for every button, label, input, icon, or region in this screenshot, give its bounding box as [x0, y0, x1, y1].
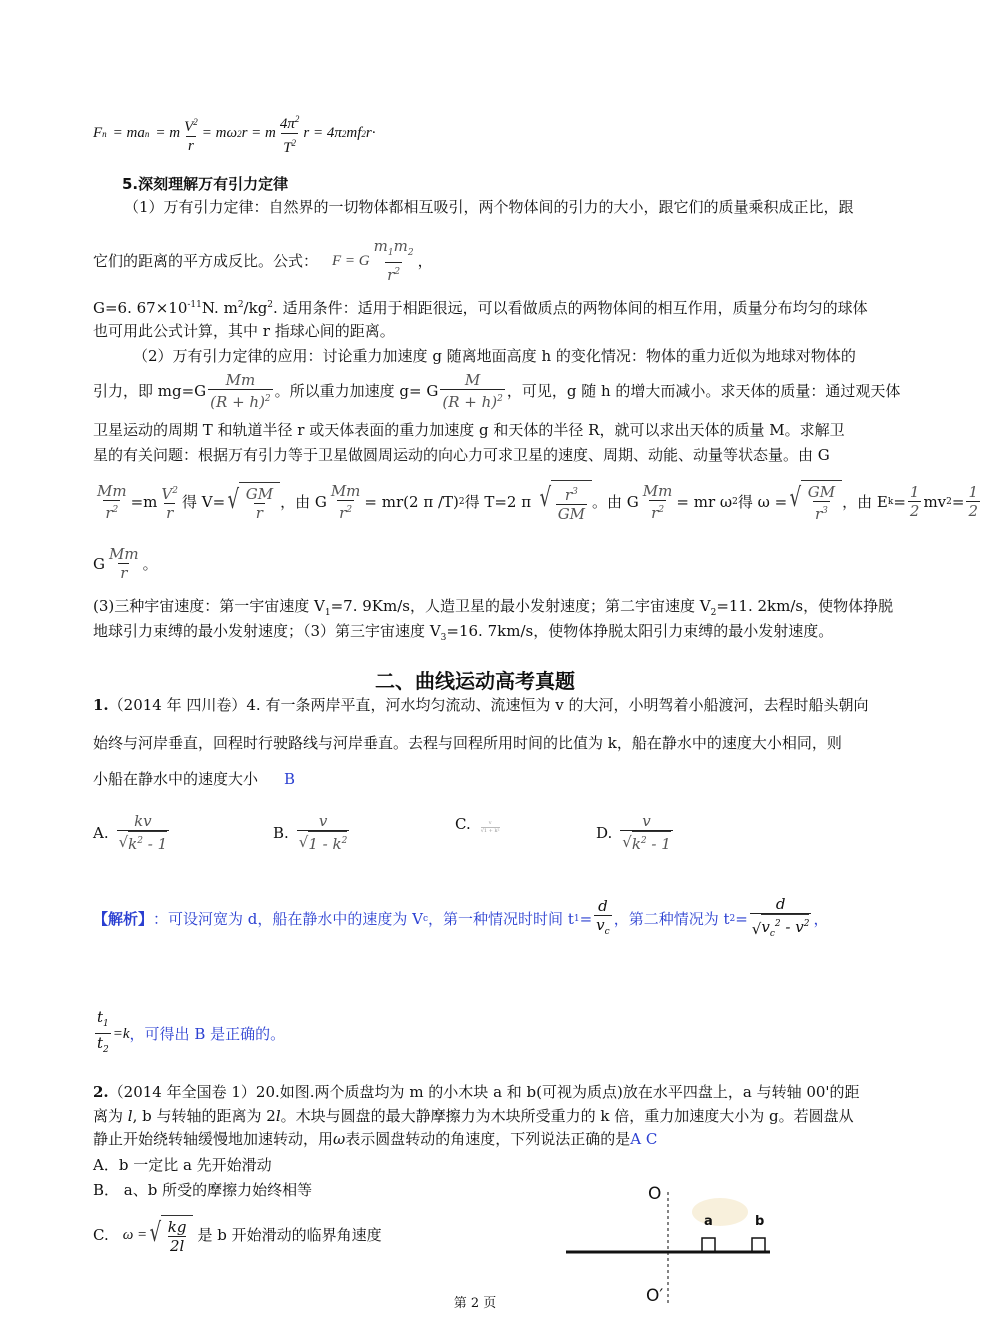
p3-sub: 2 — [710, 608, 717, 618]
frac-sub: c — [604, 927, 610, 937]
solution-eq: =k — [112, 1025, 130, 1042]
q2-l: l — [275, 1107, 281, 1125]
formula-comma: ， — [417, 251, 433, 270]
solution-text: ，可得出 B 是正确的。 — [129, 1024, 286, 1043]
q2-text: 静止开始绕转轴缓慢地加速转动，用 — [93, 1130, 334, 1148]
formula-sup: 2 — [361, 128, 366, 139]
cosmic-velocity-line1 — [93, 596, 893, 623]
solution-text: ， — [813, 910, 829, 928]
fraction-Mm-r2 — [641, 482, 675, 522]
q2-text: （2014 年全国卷 1）20.如图.两个质盘均为 m 的小木块 a 和 b(可视为质点)放在水平四盘上，a 与转轴 00'的距 — [108, 1083, 860, 1101]
frac-sup: 2 — [264, 394, 271, 404]
p2-text-b: 。所以重力加速度 g= G — [274, 382, 439, 400]
row-sub: k — [887, 496, 894, 507]
axis-label-O-prime: O′ — [646, 1286, 664, 1306]
section2-title: 二、曲线运动高考真题 — [375, 669, 575, 693]
row-text: =m — [130, 492, 158, 511]
frac-den: k — [128, 835, 138, 853]
g-constant-line — [93, 295, 868, 318]
fraction-Mm-r — [107, 545, 141, 582]
block-b-label: b — [755, 1214, 765, 1229]
frac-den: r — [105, 503, 113, 522]
sqrt-icon: √ — [298, 833, 309, 851]
fraction-d-vc — [594, 897, 612, 941]
row-text: 。 — [142, 554, 158, 573]
fraction-V2-r — [159, 482, 180, 522]
frac-num: 1 — [909, 483, 920, 501]
frac-sup: 2 — [640, 836, 647, 846]
question-number: 1. — [93, 696, 109, 714]
q1-option-d — [596, 812, 675, 853]
option-label: D. — [596, 823, 613, 842]
frac-sup: 2 — [803, 919, 810, 929]
g-sup: -11 — [187, 300, 202, 310]
frac-sup: 2 — [193, 116, 198, 127]
frac-num: Mm — [225, 371, 256, 389]
solution-sub: c — [423, 914, 429, 924]
g-sup: 2 — [267, 300, 274, 310]
option-b-fraction — [297, 812, 350, 853]
section5-p1-line2 — [93, 237, 433, 284]
section5-p2-line3: 卫星运动的周期 T 和轨道半径 r 或天体表面的重力加速度 g 和天体的半径 R，就可以求出天体的质量 M。求解卫 — [93, 421, 845, 439]
omega-symbol: ω — [333, 1130, 346, 1148]
formula-eq3-tail: r = m — [241, 125, 276, 141]
p1-line2-text: 它们的距离的平方成反比。公式： — [93, 251, 319, 270]
g-text-a: G=6. 67×10 — [93, 299, 188, 317]
row-text: ，由 G — [280, 492, 327, 511]
frac-num: m — [373, 237, 388, 255]
row-text: 得 T=2 π — [464, 492, 532, 511]
frac-sup: 2 — [294, 114, 300, 124]
solution-text: ，第二种情况为 t — [613, 910, 730, 928]
option-c-text: 是 b 开始滑动的临界角速度 — [197, 1226, 382, 1244]
row-text: = mr(2 π /T) — [364, 492, 459, 511]
frac-sup: 2 — [172, 485, 178, 496]
frac-den: r — [188, 137, 194, 154]
sqrt-icon: √ — [227, 484, 240, 515]
smudge-mark — [692, 1198, 748, 1226]
g-line2: 也可用此公式计算，其中 r 指球心间的距离。 — [93, 322, 395, 340]
frac-num: GM — [245, 484, 274, 503]
frac-num: v — [488, 820, 492, 826]
row-text: mv — [923, 492, 947, 511]
sqrt-kg-2l — [147, 1215, 193, 1255]
frac-sub: 2 — [103, 1045, 109, 1055]
row-text: = — [893, 492, 906, 511]
block-a-label: a — [704, 1214, 713, 1229]
q2-line2 — [93, 1106, 854, 1126]
fraction-half — [966, 483, 980, 520]
frac-num: V — [184, 118, 194, 135]
sqrt-icon: √ — [149, 1218, 162, 1248]
formula-eq4-mid: mf — [346, 125, 362, 141]
row-text: G — [93, 554, 105, 573]
frac-num: Mm — [642, 481, 673, 500]
frac-sub: 2 — [407, 248, 414, 258]
solution-text: = — [735, 910, 748, 928]
formula-eq3: = mω — [201, 125, 238, 141]
frac-den: 2l — [169, 1237, 185, 1255]
frac-num: r — [564, 486, 573, 504]
p3-sub: 3 — [440, 633, 447, 643]
formula-eq1: = ma — [112, 125, 145, 141]
frac-den: (R + h) — [442, 393, 498, 411]
q1-text: 小船在静水中的速度大小 — [93, 770, 259, 788]
solution-text: ，第一种情况时时间 t — [428, 910, 574, 928]
omega-eq: ω = — [122, 1227, 148, 1243]
frac-num: GM — [807, 483, 836, 501]
g-text-b: N. m — [201, 299, 238, 317]
option-label: C. — [455, 814, 471, 833]
frac-num: 4π — [279, 116, 295, 132]
p3-text: =7. 9Km/s，人造卫星的最小发射速度；第二宇宙速度 V — [330, 597, 711, 615]
frac-den: r — [120, 564, 128, 582]
block-a — [702, 1238, 715, 1252]
option-label: C. — [93, 1226, 109, 1244]
option-d-fraction — [620, 812, 673, 853]
frac-sup: 2 — [774, 919, 781, 929]
solution-text: ：可设河宽为 d，船在静水中的速度为 V — [153, 910, 423, 928]
frac-den: √1 + k² — [480, 828, 500, 834]
answer-key: A C — [630, 1130, 658, 1148]
turntable-diagram — [560, 1180, 800, 1310]
section5-p2-line2 — [93, 371, 900, 411]
frac-den: v — [596, 916, 605, 934]
sqrt-icon: √ — [539, 483, 552, 513]
frac-den-tail: - 1 — [646, 835, 671, 853]
formula-eq2: = m — [155, 125, 181, 141]
g-sup: 2 — [237, 300, 244, 310]
formula-sub: n — [102, 128, 107, 139]
frac-den: r — [339, 503, 347, 522]
frac-num: d — [775, 895, 786, 913]
q2-option-a: A．b 一定比 a 先开始滑动 — [93, 1156, 272, 1174]
frac-sup: 2 — [137, 836, 143, 846]
row-sup: 2 — [732, 496, 738, 507]
p2-text-a: 引力，即 mg=G — [93, 382, 207, 400]
frac-sup: 2 — [341, 836, 348, 846]
frac-num-b: m — [393, 237, 408, 255]
g-text-d: . 适用条件：适用于相距很远，可以看做质点的两物体间的相互作用，质量分布均匀的球体 — [273, 299, 868, 317]
row-text: = — [951, 492, 965, 511]
q2-line1 — [93, 1082, 860, 1102]
gravity-fraction — [372, 237, 416, 284]
question-number: 2. — [93, 1083, 109, 1101]
sqrt-r3-GM — [537, 480, 592, 523]
frac-num: 1 — [968, 483, 978, 501]
frac-den: r — [651, 503, 659, 522]
cosmic-velocity-line2 — [93, 621, 833, 648]
row-text: = mr ω — [676, 492, 733, 511]
q1-option-b — [273, 812, 351, 853]
frac-sup: 3 — [822, 506, 828, 516]
p3-text: (3)三种宇宙速度：第一宇宙速度 V — [93, 597, 325, 615]
frac-num: Mm — [97, 481, 127, 500]
row-text: 。由 G — [592, 492, 639, 511]
frac-den: (R + h) — [210, 393, 265, 411]
frac-sub: 1 — [387, 248, 394, 258]
q1-solution — [93, 895, 828, 943]
q1-text: （2014 年 四川卷）4. 有一条两岸平直，河水均匀流动、流速恒为 v 的大河，小明驾着小船渡河，去程时船头朝向 — [108, 696, 869, 714]
frac-den: T — [283, 140, 292, 156]
row-text: 得 V= — [181, 492, 226, 511]
row-text: 得 ω = — [737, 492, 788, 511]
frac-den: 1 - k — [308, 835, 342, 853]
sqrt-GM-r — [225, 482, 280, 522]
frac-num: t — [97, 1008, 104, 1026]
q2-option-b: B． a、b 所受的摩擦力始终相等 — [93, 1181, 313, 1199]
q2-option-c — [93, 1215, 382, 1255]
p3-text: 地球引力束缚的最小发射速度；（3）第三宇宙速度 V — [93, 622, 441, 640]
q1-option-a — [93, 812, 171, 853]
frac-sup: 3 — [572, 487, 578, 497]
frac-den: k — [631, 835, 641, 853]
fraction-Mm-Rh2 — [208, 371, 273, 411]
frac-num: v — [318, 812, 328, 830]
frac-den-tail: - 1 — [143, 835, 168, 853]
frac-den: r — [815, 505, 823, 523]
formula-sub: n — [144, 128, 150, 139]
solution-sub: 1 — [573, 914, 580, 924]
q1-option-c — [455, 812, 500, 835]
formula-eq4: r = 4π — [303, 125, 342, 141]
option-c-tiny-fraction — [481, 820, 500, 835]
p3-sub: 1 — [324, 608, 331, 618]
frac-den: 2 — [909, 502, 920, 520]
satellite-formulas-row — [93, 480, 982, 523]
option-label: A. — [93, 823, 109, 842]
block-b — [752, 1238, 765, 1252]
sqrt-icon: √ — [751, 919, 762, 938]
row-text: ，由 E — [842, 492, 888, 511]
p3-text: =11. 2km/s，使物体挣脱 — [716, 597, 894, 615]
section5-heading: 5.深刻理解万有引力定律 — [122, 175, 289, 193]
frac-sub: 1 — [103, 1019, 109, 1029]
fraction-Mm-r2 — [329, 482, 363, 522]
solution-tag: 【解析】 — [93, 910, 154, 928]
fraction-M-Rh2 — [440, 371, 505, 411]
solution-sub: 2 — [729, 914, 736, 924]
frac-den: v — [761, 918, 770, 936]
q1-solution-line2 — [93, 1008, 285, 1059]
p2-text-c: ，可见，g 随 h 的增大而减小。求天体的质量：通过观天体 — [506, 382, 901, 400]
sqrt-icon: √ — [118, 833, 129, 851]
fraction-4pi2-T2 — [278, 110, 302, 157]
fraction-d-sqrt — [750, 895, 812, 943]
frac-sup: 2 — [112, 504, 119, 515]
formula-sup: 2 — [341, 128, 347, 139]
frac-num: V — [161, 484, 173, 503]
frac-num: v — [642, 812, 651, 830]
section5-p2-line1: （2）万有引力定律的应用：讨论重力加速度 g 随离地面高度 h 的变化情况：物体的重力近似为地球对物体的 — [133, 347, 856, 365]
q2-l: l — [127, 1107, 133, 1125]
axis-label-O: O — [648, 1184, 662, 1204]
frac-num: Mm — [330, 481, 361, 500]
centripetal-force-formula — [93, 110, 375, 157]
p3-text: =16. 7km/s，使物体挣脱太阳引力束缚的最小发射速度。 — [446, 622, 834, 640]
formula-lhs: F — [93, 125, 103, 141]
page-number: 第 2 页 — [453, 1296, 497, 1311]
Ek-formula-cont — [93, 545, 158, 582]
frac-den: r — [387, 266, 395, 284]
frac-sub: c — [769, 929, 775, 939]
frac-den: - v — [780, 918, 804, 936]
option-label: B. — [273, 823, 289, 842]
option-a-fraction — [117, 812, 170, 853]
frac-den: 2 — [968, 502, 978, 520]
fraction-half — [908, 483, 922, 520]
sqrt-GM-r3 — [787, 480, 842, 523]
fraction-t1-t2 — [95, 1008, 111, 1059]
gravity-formula-F: F = G — [332, 252, 370, 269]
frac-num: M — [464, 371, 481, 389]
q2-text: 表示圆盘转动的角速度，下列说法正确的是 — [345, 1130, 631, 1148]
fraction-v2-r — [182, 113, 200, 155]
frac-sup: 2 — [346, 504, 353, 515]
section5-p2-line4: 星的有关问题：根据万有引力等于卫星做圆周运动的向心力可求卫星的速度、周期、动能、动量等状态量。由 G — [93, 446, 830, 464]
formula-sup: 2 — [237, 128, 242, 139]
row-sup: 2 — [946, 496, 952, 507]
q1-line3 — [93, 769, 295, 789]
formula-end: · — [371, 125, 376, 141]
frac-den: r — [166, 503, 174, 522]
solution-text: = — [579, 910, 593, 928]
formula-eq4-tail: r — [365, 125, 372, 141]
q2-text: , b 与转轴的距离为 2 — [132, 1107, 276, 1125]
q1-line2: 始终与河岸垂直，回程时行驶路线与河岸垂直。去程与回程所用时间的比值为 k，船在静水中的速度大小相同，则 — [93, 734, 842, 752]
fraction-Mm-r2 — [95, 482, 129, 522]
sqrt-icon: √ — [789, 483, 802, 513]
q2-text: 离为 — [93, 1107, 128, 1125]
section5-p1-line1: （1）万有引力定律：自然界的一切物体都相互吸引，两个物体间的引力的大小，跟它们的质量乘积成正比，跟 — [124, 198, 854, 216]
g-text-c: /kg — [243, 299, 268, 317]
answer-key: B — [284, 770, 296, 788]
frac-num: kv — [134, 812, 152, 830]
frac-den: r — [255, 503, 263, 522]
frac-sup: 2 — [658, 504, 665, 515]
q2-text: 。木块与圆盘的最大静摩擦力为木块所受重力的 k 倍，重力加速度大小为 g。若圆盘从 — [280, 1107, 854, 1125]
frac-num: d — [598, 897, 608, 915]
sqrt-icon: √ — [622, 833, 632, 851]
frac-num: kg — [167, 1218, 187, 1236]
q2-line3 — [93, 1129, 657, 1149]
frac-num: Mm — [108, 545, 139, 563]
turntable-figure — [560, 1180, 800, 1310]
frac-sup: 2 — [394, 267, 401, 277]
frac-sup: 2 — [497, 394, 503, 404]
frac-sup: 2 — [291, 138, 297, 148]
frac-den: t — [97, 1034, 104, 1052]
row-sup: 2 — [458, 496, 465, 507]
q1-line1 — [93, 695, 868, 715]
frac-den: GM — [557, 505, 586, 523]
